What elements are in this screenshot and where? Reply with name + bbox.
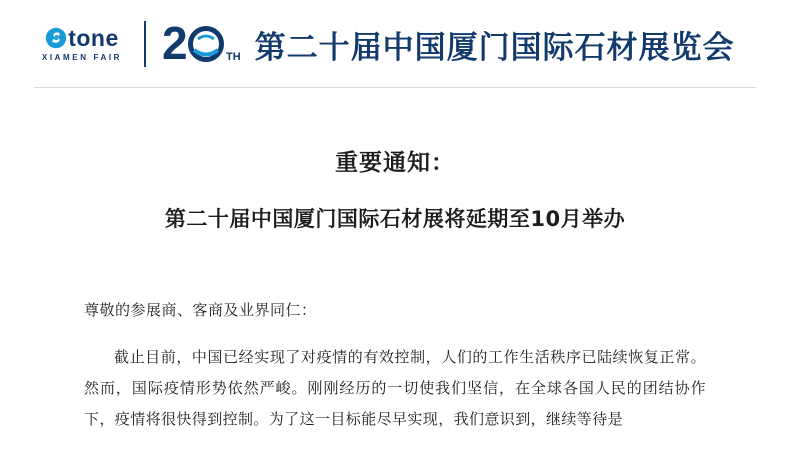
notice-subtitle: 第二十届中国厦门国际石材展将延期至10月举办 [164,207,626,231]
anniversary-mark [162,19,241,69]
document-body [0,144,790,434]
svg-text:2: 2 [162,19,188,69]
exhibition-title: 第二十届中国厦门国际石材展览会 [254,29,735,66]
salutation: 尊敬的参展商、客商及业界同仁： [84,301,317,319]
logo-wordmark-text: tone [68,24,119,51]
header-divider [144,21,146,67]
logo-subtitle: XIAMEN FAIR [41,52,123,62]
anniversary-number-icon [162,19,224,69]
stone-xiamen-fair-logo [34,24,130,62]
notice-title: 重要通知： [335,150,455,176]
page-header [0,0,790,88]
stone-s-icon [45,27,67,49]
body-paragraph: 截止目前，中国已经实现了对疫情的有效控制，人们的工作生活秩序已陆续恢复正常。然而，国际疫情形势依然严峻。刚刚经历的一切使我们坚信，在全球各国人民的团结协作下，疫情将很快得到控制。为了这一目标能尽早实现，我们意识到，继续等待是 [84,348,706,428]
logo-wordmark [45,24,119,51]
anniversary-suffix: TH [226,51,241,63]
header-rule [34,87,756,88]
